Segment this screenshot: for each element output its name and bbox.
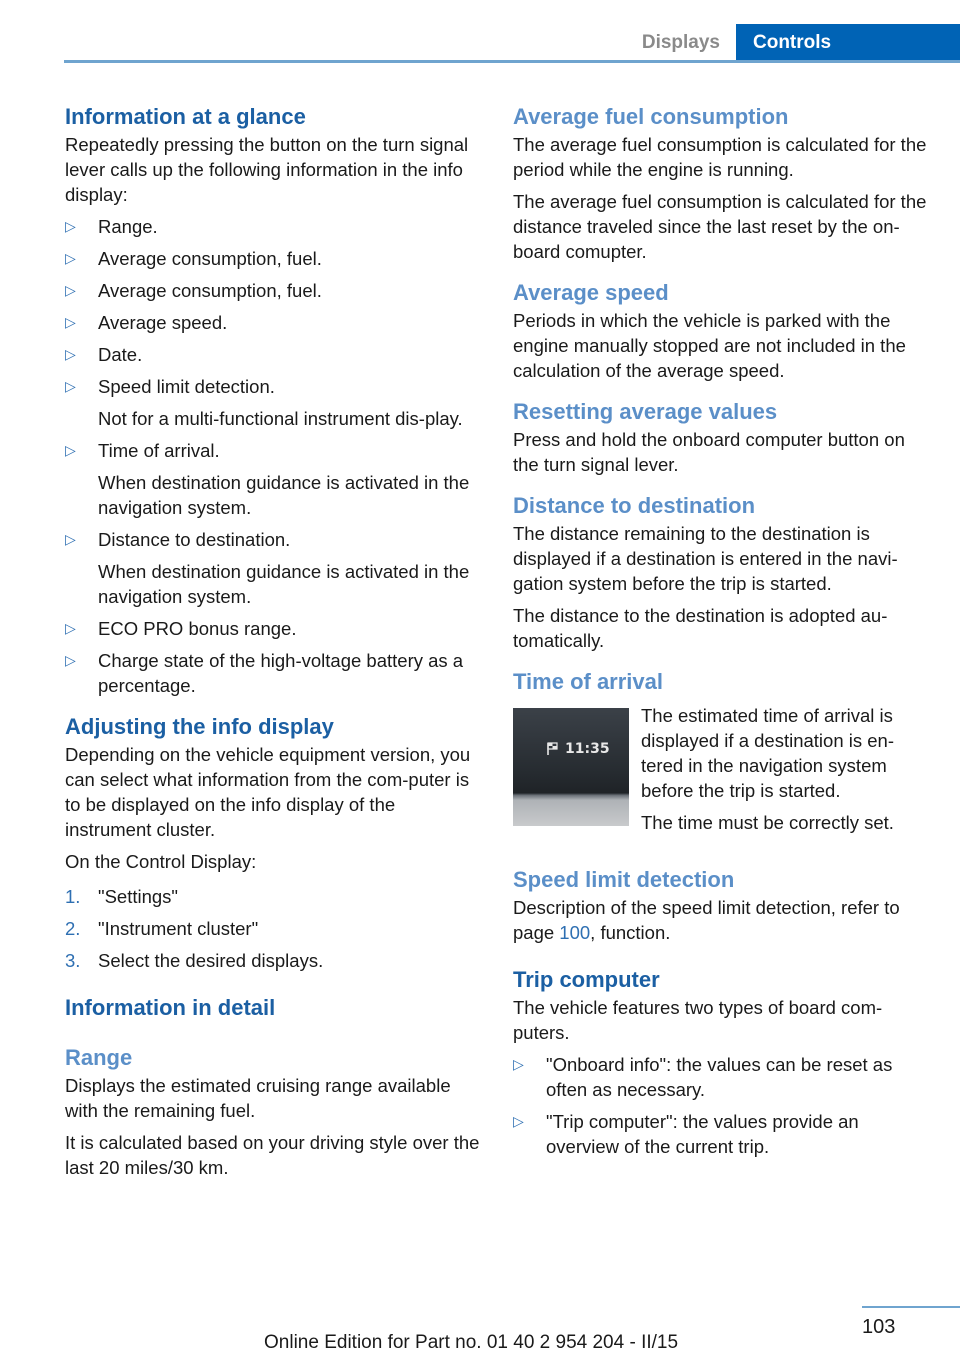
list-item: ▷ Range. bbox=[65, 216, 158, 237]
heading-information-at-a-glance: Information at a glance bbox=[65, 104, 306, 129]
list-item: 3. Select the desired displays. bbox=[65, 950, 324, 971]
heading-average-speed: Average speed bbox=[513, 280, 669, 305]
page-number: 103 bbox=[862, 1316, 896, 1338]
list-item: ▷ Date. bbox=[65, 344, 143, 365]
list-item: ▷ "Trip computer": the values provide an overview of the current trip. bbox=[513, 1111, 859, 1157]
heading-average-fuel-consumption: Average fuel consumption bbox=[513, 104, 789, 129]
arrival-text-2: The time must be correctly set. bbox=[641, 812, 894, 833]
range-text-2: It is calculated based on your driving style over the last 20 miles/30 km. bbox=[65, 1132, 480, 1178]
list-item: 1. "Settings" bbox=[65, 886, 178, 907]
left-column bbox=[65, 102, 485, 1180]
arrival-display-image bbox=[513, 708, 629, 826]
list-item: 2. "Instrument cluster" bbox=[65, 918, 259, 939]
header-divider bbox=[64, 60, 960, 63]
triangle-bullet-icon: ▷ bbox=[513, 1056, 524, 1072]
list-item: ▷ Average speed. bbox=[65, 312, 228, 333]
list-item-note: When destination guidance is activated in the navigation system. bbox=[98, 472, 470, 518]
list-item: ▷ Average consumption, fuel. bbox=[65, 280, 322, 301]
heading-trip-computer: Trip computer bbox=[513, 967, 660, 992]
adjust-text: Depending on the vehicle equipment version, you can select what information from the com-puter is to be displayed on the info display of the instrument cluster. bbox=[65, 744, 471, 840]
reset-text: Press and hold the onboard computer button on the turn signal lever. bbox=[513, 429, 905, 475]
range-text-1: Displays the estimated cruising range available with the remaining fuel. bbox=[65, 1075, 451, 1121]
triangle-bullet-icon: ▷ bbox=[65, 442, 76, 458]
glance-intro: Repeatedly pressing the button on the turn signal lever calls up the following information in the info display: bbox=[65, 134, 469, 205]
triangle-bullet-icon: ▷ bbox=[513, 1113, 524, 1129]
triangle-bullet-icon: ▷ bbox=[65, 250, 76, 266]
right-column bbox=[513, 102, 933, 1159]
triangle-bullet-icon: ▷ bbox=[65, 652, 76, 668]
heading-information-in-detail: Information in detail bbox=[65, 995, 276, 1020]
arrival-figure bbox=[513, 703, 933, 835]
list-item: ▷ Average consumption, fuel. bbox=[65, 248, 322, 269]
trip-text: The vehicle features two types of board com-puters. bbox=[513, 997, 883, 1043]
dist-text-1: The distance remaining to the destination is displayed if a destination is entered in the navi-gation system before the trip is started. bbox=[513, 523, 898, 594]
heading-adjusting-info-display: Adjusting the info display bbox=[65, 714, 334, 739]
heading-resetting-average-values: Resetting average values bbox=[513, 399, 778, 424]
triangle-bullet-icon: ▷ bbox=[65, 218, 76, 234]
tab-displays[interactable]: Displays bbox=[641, 32, 720, 53]
list-item-note: Not for a multi-functional instrument dis-play. bbox=[98, 408, 463, 429]
triangle-bullet-icon: ▷ bbox=[65, 282, 76, 298]
destination-flag-icon bbox=[545, 742, 559, 756]
arrival-text-1: The estimated time of arrival is displayed if a destination is en-tered in the navigation system before the trip is started. bbox=[641, 705, 894, 801]
speedlimit-text: Description of the speed limit detection, refer to page 100, function. bbox=[513, 897, 900, 943]
triangle-bullet-icon: ▷ bbox=[65, 620, 76, 636]
list-item: ▷ Charge state of the high-voltage battery as a percentage. bbox=[65, 650, 464, 696]
avgspeed-text: Periods in which the vehicle is parked with the engine manually stopped are not included in the calculation of the average speed. bbox=[513, 310, 906, 381]
list-item: ▷ Speed limit detection. Not for a multi-functional instrument dis-play. bbox=[65, 374, 485, 431]
triangle-bullet-icon: ▷ bbox=[65, 531, 76, 547]
list-item-note: When destination guidance is activated in the navigation system. bbox=[98, 561, 470, 607]
heading-speed-limit-detection: Speed limit detection bbox=[513, 867, 735, 892]
adjust-text-control-display: On the Control Display: bbox=[65, 851, 257, 872]
trip-list bbox=[513, 1052, 933, 1159]
heading-distance-to-destination: Distance to destination bbox=[513, 493, 756, 518]
arrival-text-block bbox=[641, 703, 933, 835]
heading-range: Range bbox=[65, 1045, 133, 1070]
tab-controls[interactable]: Controls bbox=[736, 24, 960, 62]
page-100-link[interactable]: 100 bbox=[559, 922, 591, 943]
avgfuel-text-2: The average fuel consumption is calculated for the distance traveled since the last reset by the on-board comupter. bbox=[513, 191, 927, 262]
list-item: ▷ Time of arrival. When destination guidance is activated in the navigation system. bbox=[65, 438, 485, 520]
list-item: ▷ "Onboard info": the values can be reset as often as necessary. bbox=[513, 1054, 893, 1100]
triangle-bullet-icon: ▷ bbox=[65, 346, 76, 362]
header-tabs bbox=[620, 24, 960, 62]
triangle-bullet-icon: ▷ bbox=[65, 314, 76, 330]
footer-edition: Online Edition for Part no. 01 40 2 954 204 - II/15 bbox=[264, 1332, 679, 1353]
adjust-steps bbox=[65, 884, 485, 973]
glance-list bbox=[65, 214, 485, 698]
avgfuel-text-1: The average fuel consumption is calculated for the period while the engine is running. bbox=[513, 134, 927, 180]
list-item: ▷ Distance to destination. When destination guidance is activated in the navigation system. bbox=[65, 527, 485, 609]
footer-divider bbox=[862, 1306, 960, 1308]
arrival-clock: 11:35 bbox=[565, 741, 610, 757]
triangle-bullet-icon: ▷ bbox=[65, 378, 76, 394]
dist-text-2: The distance to the destination is adopted au-tomatically. bbox=[513, 605, 888, 651]
list-item: ▷ ECO PRO bonus range. bbox=[65, 618, 297, 639]
heading-time-of-arrival: Time of arrival bbox=[513, 669, 663, 694]
